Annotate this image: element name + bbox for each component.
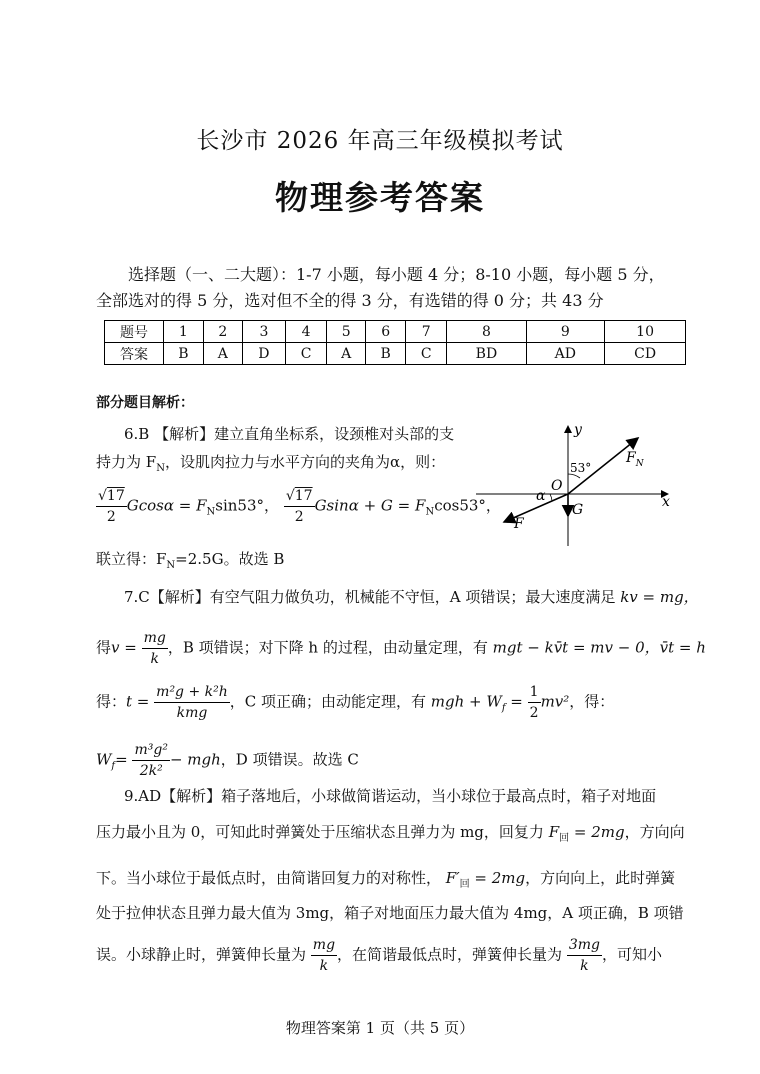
q9-line5: 误。小球静止时，弹簧伸长量为 $\frac{mg}{k}$ ，在简谐最低点时，弹簧伸长量为 $\frac{3mg}{k}$ ，可知小 [96, 937, 663, 974]
section-title: 部分题目解析： [96, 395, 194, 411]
table-cell: 9 [526, 321, 605, 343]
table-cell: 1 [164, 321, 204, 343]
q7-line2: 得v = $\frac{mg}{k}$ ，B 项错误；对下降 h 的过程，由动量定理，有 mgt − kv̄t = mv − 0，v̄t = h [96, 630, 706, 667]
angle-arc-alpha [550, 494, 552, 501]
table-cell: AD [526, 343, 605, 365]
q7-line3: 得：t = $\frac{\text{m²g + k²h}}{\text{kmg}}$ ，C 项正确；由动能定理，有 mgh + $W_f$ = $\frac{1}{2}$ mv²，得： [96, 684, 615, 721]
table-cell: D [242, 343, 285, 365]
q7-line1: 7.C【解析】有空气阻力做负功，机械能不守恒，A 项错误；最大速度满足 kv = mg， [124, 588, 699, 606]
angle-53-label: 53° [570, 461, 592, 475]
answer-key-title: 物理参考答案 [275, 178, 485, 217]
table-row-numbers [105, 321, 686, 343]
q6-equations: $\frac{√17}{2}$ $Gcos\alpha = F_N\sin 53^\circ$， $\frac{√17}{2}$ $Gsin\alpha + G = F_N\cos 53^\circ$， [98, 488, 501, 525]
exam-title: 长沙市 2026 年高三年级模拟考试 [196, 128, 564, 154]
x-label: x [662, 494, 670, 510]
q9-line3: 下。当小球位于最低点时，由简谐回复力的对称性， $F'_回 = 2mg$，方向向上，此时弹簧 [96, 869, 676, 890]
table-cell: 2 [203, 321, 242, 343]
q9-line4: 处于拉伸状态且弹力最大值为 3mg，箱子对地面压力最大值为 4mg，A 项正确，B 项错 [96, 904, 684, 922]
table-cell-label: 答案 [105, 343, 164, 365]
table-cell: 4 [285, 321, 326, 343]
page-footer: 物理答案第 1 页（共 5 页） [285, 1019, 475, 1037]
table-row-answers [105, 343, 686, 365]
f-label: F [514, 516, 524, 532]
q6-line1: 6.B 【解析】建立直角坐标系，设颈椎对头部的支 [124, 425, 455, 443]
table-cell: 10 [605, 321, 686, 343]
table-cell: C [406, 343, 447, 365]
table-cell: A [203, 343, 242, 365]
q9-line1: 9.AD【解析】箱子落地后，小球做简谐运动，当小球位于最高点时，箱子对地面 [124, 787, 657, 805]
table-cell: 7 [406, 321, 447, 343]
scoring-intro: 选择题（一、二大题）：1-7 小题，每小题 4 分；8-10 小题，每小题 5 分，全部选对的得 5 分，选对但不全的得 3 分，有选错的得 0 分；共 43 分 [96, 265, 665, 310]
q7-line4: $W_f=$ $\frac{\text{m³g²}}{\text{2k²}}$ − mgh，D 项错误。故选 C [96, 742, 359, 779]
force-diagram [476, 420, 676, 550]
g-label: G [572, 502, 584, 518]
table-cell: A [327, 343, 366, 365]
table-cell: B [366, 343, 406, 365]
table-cell: BD [447, 343, 526, 365]
fraction: $\frac{√17}{2}$ [98, 488, 125, 525]
origin-label: O [551, 478, 563, 494]
table-cell: 8 [447, 321, 526, 343]
alpha-label: α [536, 488, 546, 504]
table-cell-label: 题号 [105, 321, 164, 343]
q9-line2: 压力最小且为 0，可知此时弹簧处于压缩状态且弹力为 mg，回复力 $F_回 = 2mg$，方向向 [96, 823, 685, 844]
table-cell: CD [605, 343, 686, 365]
table-cell: 5 [327, 321, 366, 343]
answer-table [104, 320, 686, 365]
q6-result: 联立得：$F_N=2.5G$。故选 B [96, 550, 285, 571]
y-label: y [574, 422, 582, 438]
table-cell: 3 [242, 321, 285, 343]
table-cell: 6 [366, 321, 406, 343]
table-cell: C [285, 343, 326, 365]
q6-line2: 持力为 $F_N$，设肌肉拉力与水平方向的夹角为α，则： [96, 453, 446, 474]
table-cell: B [164, 343, 204, 365]
fraction: $\frac{√17}{2}$ [285, 488, 313, 525]
fn-label: $F_N$ [626, 450, 644, 469]
